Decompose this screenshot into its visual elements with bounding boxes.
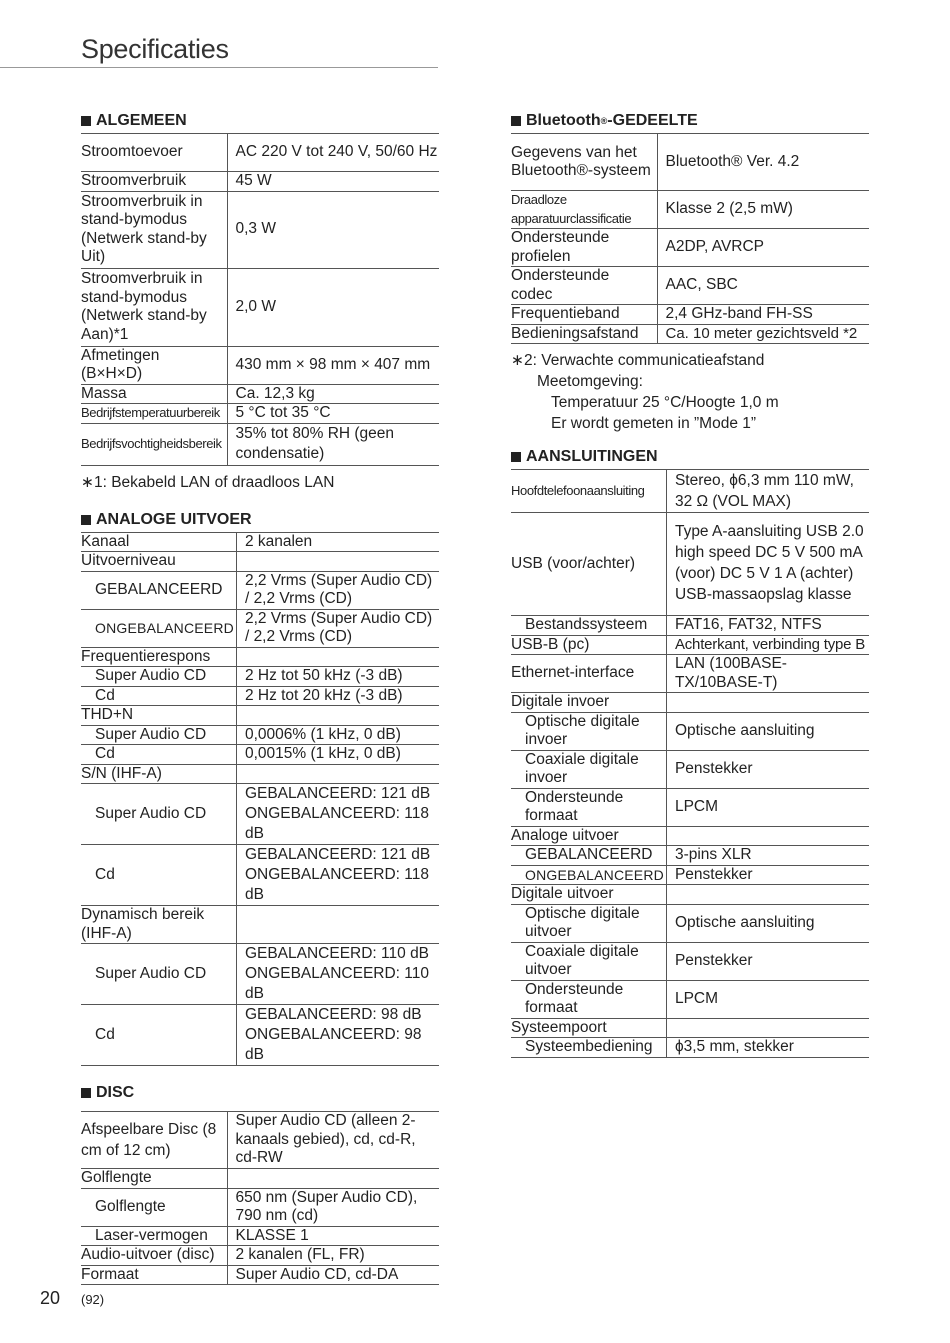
table-row — [81, 944, 439, 1005]
spec-value: 2 kanalen (FL, FR) — [227, 1246, 439, 1266]
spec-key: Frequentieband — [511, 305, 657, 325]
section-title: Bluetooth — [526, 112, 601, 129]
spec-key-text: Stroomverbruik in stand-bymodus (Netwerk stand-by Aan)*1 — [81, 270, 207, 343]
section-heading-analoge-uitvoer — [81, 509, 439, 531]
table-row — [511, 885, 869, 905]
spec-key: Ethernet-interface — [511, 655, 666, 693]
spec-value: GEBALANCEERD: 121 dB ONGEBALANCEERD: 118 dB — [236, 784, 439, 845]
spec-key: Bedrijfsvochtigheidsbereik — [81, 423, 227, 465]
spec-key: S/N (IHF-A) — [81, 764, 236, 784]
square-bullet-icon — [511, 452, 521, 462]
table-row — [511, 305, 869, 325]
spec-value: Penstekker — [666, 865, 869, 885]
table-row — [511, 267, 869, 305]
table-row — [511, 826, 869, 846]
spec-key: Ondersteunde profielen — [511, 229, 657, 267]
spec-value: AC 220 V tot 240 V, 50/60 Hz — [227, 134, 439, 172]
spec-key: USB-B (pc) — [511, 635, 666, 655]
table-row — [511, 1018, 869, 1038]
spec-value: LPCM — [666, 980, 869, 1018]
table-row — [81, 906, 439, 944]
table-row — [511, 635, 869, 655]
spec-value: Penstekker — [666, 750, 869, 788]
title-divider — [0, 67, 438, 68]
spec-key: Systeempoort — [511, 1018, 666, 1038]
footnote-bluetooth — [511, 350, 869, 434]
spec-value: 2 Hz tot 50 kHz (-3 dB) — [236, 667, 439, 687]
table-row — [511, 693, 869, 713]
table-row — [511, 324, 869, 344]
section-title: ALGEMEEN — [96, 112, 187, 129]
spec-key: ONGEBALANCEERD — [81, 609, 236, 647]
spec-key: Ondersteunde formaat — [511, 980, 666, 1018]
table-row — [81, 1112, 439, 1169]
table-row — [81, 384, 439, 404]
spec-value: Achterkant, verbinding type B — [666, 635, 869, 655]
spec-value: 45 W — [227, 172, 439, 192]
spec-key: Super Audio CD — [81, 784, 236, 845]
table-row — [81, 667, 439, 687]
table-row — [511, 980, 869, 1018]
spec-key: Super Audio CD — [81, 944, 236, 1005]
table-row — [81, 1188, 439, 1226]
spec-key: Afspeelbare Disc (8 cm of 12 cm) — [81, 1112, 227, 1169]
page-number: 20 — [40, 1288, 61, 1308]
spec-value: A2DP, AVRCP — [657, 229, 869, 267]
spec-key: Stroomtoevoer — [81, 134, 227, 172]
spec-key: Audio-uitvoer (disc) — [81, 1246, 227, 1266]
spec-table-disc — [81, 1111, 439, 1285]
spec-key: ONGEBALANCEERD — [511, 865, 666, 885]
table-row — [511, 904, 869, 942]
spec-value: GEBALANCEERD: 110 dB ONGEBALANCEERD: 110 dB — [236, 944, 439, 1005]
spec-value: Optische aansluiting — [666, 904, 869, 942]
spec-value: 2,2 Vrms (Super Audio CD) / 2,2 Vrms (CD) — [236, 609, 439, 647]
spec-value: Stereo, ϕ6,3 mm 110 mW, 32 Ω (VOL MAX) — [666, 470, 869, 513]
table-row — [81, 1226, 439, 1246]
table-row — [511, 191, 869, 229]
table-row — [81, 268, 439, 346]
spec-key: Draadloze apparatuurclassificatie — [511, 191, 657, 229]
spec-value: Optische aansluiting — [666, 712, 869, 750]
table-row — [511, 1038, 869, 1058]
spec-key: Cd — [81, 1005, 236, 1066]
table-row — [81, 647, 439, 667]
table-row — [511, 750, 869, 788]
spec-key: USB (voor/achter) — [511, 513, 666, 616]
section-heading-disc — [81, 1082, 439, 1104]
spec-key: Systeembediening — [511, 1038, 666, 1058]
spec-value — [666, 693, 869, 713]
table-row — [81, 404, 439, 424]
square-bullet-icon — [81, 1088, 91, 1098]
table-row — [81, 1265, 439, 1285]
table-row — [511, 616, 869, 636]
spec-value: ϕ3,5 mm, stekker — [666, 1038, 869, 1058]
spec-value: 35% tot 80% RH (geen condensatie) — [227, 423, 439, 465]
spec-value: AAC, SBC — [657, 267, 869, 305]
spec-key: Uitvoerniveau — [81, 552, 236, 572]
spec-value: 430 mm × 98 mm × 407 mm — [227, 346, 439, 384]
spec-value — [666, 885, 869, 905]
spec-key: Bedrijfstemperatuurbereik — [81, 404, 227, 424]
table-row — [81, 571, 439, 609]
spec-value: Penstekker — [666, 942, 869, 980]
spec-value: Klasse 2 (2,5 mW) — [657, 191, 869, 229]
table-row — [81, 706, 439, 726]
spec-value: 3-pins XLR — [666, 846, 869, 866]
spec-key: Kanaal — [81, 532, 236, 552]
spec-table-algemeen — [81, 133, 439, 466]
table-row — [511, 655, 869, 693]
spec-key: Golflengte — [81, 1188, 227, 1226]
table-row — [81, 346, 439, 384]
spec-value — [666, 826, 869, 846]
table-row — [81, 134, 439, 172]
square-bullet-icon — [81, 116, 91, 126]
spec-value: 0,0006% (1 kHz, 0 dB) — [236, 725, 439, 745]
table-row — [81, 172, 439, 192]
spec-key — [81, 268, 227, 346]
spec-value: 0,3 W — [227, 191, 439, 268]
page-title: Specificaties — [81, 34, 229, 64]
spec-key: Digitale uitvoer — [511, 885, 666, 905]
spec-key: Bedieningsafstand — [511, 324, 657, 344]
spec-key: Stroomverbruik — [81, 172, 227, 192]
footnote: ∗1: Bekabeld LAN of draadloos LAN — [81, 473, 335, 491]
table-row — [511, 229, 869, 267]
spec-key: Afmetingen (B×H×D) — [81, 346, 227, 384]
spec-key: Analoge uitvoer — [511, 826, 666, 846]
spec-key: Hoofdtelefoonaansluiting — [511, 470, 666, 513]
spec-value — [236, 906, 439, 944]
spec-value: 5 °C tot 35 °C — [227, 404, 439, 424]
spec-key: Formaat — [81, 1265, 227, 1285]
spec-value: Super Audio CD (alleen 2-kanaals gebied), cd, cd-R, cd-RW — [227, 1112, 439, 1169]
table-row — [511, 846, 869, 866]
spec-value: LPCM — [666, 788, 869, 826]
spec-key: Laser-vermogen — [81, 1226, 227, 1246]
spec-value: Ca. 12,3 kg — [227, 384, 439, 404]
section-heading-bluetooth — [511, 110, 869, 132]
table-row — [81, 609, 439, 647]
spec-value: KLASSE 1 — [227, 1226, 439, 1246]
table-row — [511, 470, 869, 513]
spec-value: 2,2 Vrms (Super Audio CD) / 2,2 Vrms (CD) — [236, 571, 439, 609]
spec-key: Ondersteunde formaat — [511, 788, 666, 826]
spec-value — [666, 1018, 869, 1038]
spec-value — [236, 764, 439, 784]
table-row — [511, 865, 869, 885]
square-bullet-icon — [511, 116, 521, 126]
table-row — [511, 942, 869, 980]
table-row — [511, 788, 869, 826]
square-bullet-icon — [81, 515, 91, 525]
spec-key: Golflengte — [81, 1169, 227, 1189]
spec-key: Cd — [81, 686, 236, 706]
table-row — [81, 552, 439, 572]
section-title-suffix: -GEDEELTE — [607, 112, 698, 129]
left-column — [81, 108, 439, 1285]
section-heading-algemeen — [81, 110, 439, 132]
spec-value: 2,0 W — [227, 268, 439, 346]
spec-key: Gegevens van het Bluetooth®-systeem — [511, 134, 657, 191]
spec-key: GEBALANCEERD — [511, 846, 666, 866]
spec-key: Coaxiale digitale invoer — [511, 750, 666, 788]
spec-key: Dynamisch bereik (IHF-A) — [81, 906, 236, 944]
table-row — [511, 134, 869, 191]
section-title: ANALOGE UITVOER — [96, 510, 252, 528]
spec-value: Super Audio CD, cd-DA — [227, 1265, 439, 1285]
table-row — [81, 1246, 439, 1266]
footnote-line: Meetomgeving: — [537, 373, 643, 390]
table-row — [81, 1169, 439, 1189]
section-title: AANSLUITINGEN — [526, 448, 658, 465]
table-row — [81, 845, 439, 906]
spec-value: Ca. 10 meter gezichtsveld *2 — [657, 324, 869, 344]
spec-key: Cd — [81, 745, 236, 765]
footnote-line: Temperatuur 25 °C/Hoogte 1,0 m — [551, 394, 779, 411]
table-row — [81, 745, 439, 765]
spec-value — [227, 1169, 439, 1189]
spec-value: GEBALANCEERD: 98 dB ONGEBALANCEERD: 98 dB — [236, 1005, 439, 1066]
table-row — [511, 513, 869, 616]
spec-value: 2,4 GHz-band FH-SS — [657, 305, 869, 325]
footnote-line: ∗2: Verwachte communicatieafstand — [511, 352, 765, 369]
spec-key: Massa — [81, 384, 227, 404]
spec-value — [236, 647, 439, 667]
page-reference: (92) — [81, 1292, 105, 1307]
spec-key: Optische digitale uitvoer — [511, 904, 666, 942]
table-row — [81, 532, 439, 552]
footnote-line: Er wordt gemeten in ”Mode 1” — [551, 415, 757, 432]
spec-key: Digitale invoer — [511, 693, 666, 713]
spec-table-analoge-uitvoer — [81, 532, 439, 1067]
spec-key: Ondersteunde codec — [511, 267, 657, 305]
table-row — [511, 712, 869, 750]
spec-key: Bestandssysteem — [511, 616, 666, 636]
table-row — [81, 725, 439, 745]
spec-value: Bluetooth® Ver. 4.2 — [657, 134, 869, 191]
spec-table-aansluitingen — [511, 469, 869, 1058]
table-row — [81, 1005, 439, 1066]
table-row — [81, 686, 439, 706]
spec-value: 0,0015% (1 kHz, 0 dB) — [236, 745, 439, 765]
spec-value: 2 kanalen — [236, 532, 439, 552]
table-row — [81, 191, 439, 268]
spec-value: FAT16, FAT32, NTFS — [666, 616, 869, 636]
spec-value — [236, 706, 439, 726]
table-row — [81, 423, 439, 465]
registered-mark: ® — [600, 116, 608, 126]
section-title: DISC — [96, 1084, 135, 1101]
spec-value: Type A-aansluiting USB 2.0 high speed DC 5 V 500 mA (voor) DC 5 V 1 A (achter) USB-massaopslag klasse — [666, 513, 869, 616]
spec-key: Cd — [81, 845, 236, 906]
spec-value: LAN (100BASE-TX/10BASE-T) — [666, 655, 869, 693]
spec-key: THD+N — [81, 706, 236, 726]
spec-key: Coaxiale digitale uitvoer — [511, 942, 666, 980]
section-heading-aansluitingen — [511, 446, 869, 468]
right-column — [511, 108, 869, 1058]
spec-key: GEBALANCEERD — [81, 571, 236, 609]
spec-value: 650 nm (Super Audio CD), 790 nm (cd) — [227, 1188, 439, 1226]
spec-key: Optische digitale invoer — [511, 712, 666, 750]
spec-table-bluetooth — [511, 133, 869, 344]
table-row — [81, 764, 439, 784]
table-row — [81, 784, 439, 845]
spec-value — [236, 552, 439, 572]
spec-key: Super Audio CD — [81, 667, 236, 687]
spec-key: Stroomverbruik in stand-bymodus (Netwerk stand-by Uit) — [81, 191, 227, 268]
spec-key: Frequentierespons — [81, 647, 236, 667]
spec-key: Super Audio CD — [81, 725, 236, 745]
spec-value: 2 Hz tot 20 kHz (-3 dB) — [236, 686, 439, 706]
spec-value: GEBALANCEERD: 121 dB ONGEBALANCEERD: 118 dB — [236, 845, 439, 906]
